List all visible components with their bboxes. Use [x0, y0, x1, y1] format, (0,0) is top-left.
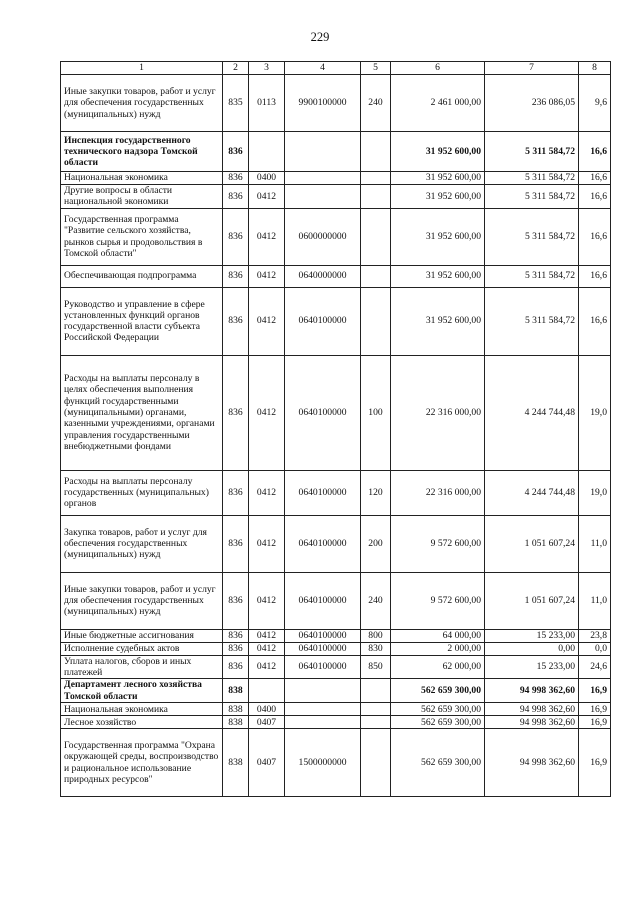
table-row	[61, 729, 611, 797]
row-percent: 23,8	[579, 629, 611, 642]
row-target: 0640100000	[285, 655, 361, 679]
row-fact: 15 233,00	[485, 655, 579, 679]
row-type	[361, 729, 391, 797]
row-percent: 11,0	[579, 515, 611, 572]
row-plan: 22 316 000,00	[391, 470, 485, 515]
row-fact: 5 311 584,72	[485, 287, 579, 355]
row-percent: 16,6	[579, 185, 611, 209]
row-section: 0412	[249, 208, 285, 265]
table-row	[61, 265, 611, 287]
row-percent: 16,6	[579, 132, 611, 172]
row-type: 200	[361, 515, 391, 572]
row-code: 836	[223, 355, 249, 470]
row-percent: 0,0	[579, 642, 611, 655]
column-header: 3	[249, 62, 285, 75]
row-target	[285, 703, 361, 716]
row-section: 0412	[249, 642, 285, 655]
row-plan: 31 952 600,00	[391, 172, 485, 185]
row-percent: 19,0	[579, 355, 611, 470]
row-plan: 562 659 300,00	[391, 679, 485, 703]
row-type: 240	[361, 75, 391, 132]
row-fact: 94 998 362,60	[485, 729, 579, 797]
row-plan: 31 952 600,00	[391, 208, 485, 265]
column-header: 5	[361, 62, 391, 75]
table-row	[61, 355, 611, 470]
row-fact: 15 233,00	[485, 629, 579, 642]
row-name: Национальная экономика	[61, 172, 223, 185]
table-row	[61, 172, 611, 185]
row-section	[249, 132, 285, 172]
row-code: 836	[223, 470, 249, 515]
row-name: Государственная программа "Развитие сельского хозяйства, рынков сырья и продовольствия в Томской области"	[61, 208, 223, 265]
row-type: 830	[361, 642, 391, 655]
table-row	[61, 470, 611, 515]
row-name: Расходы на выплаты персоналу в целях обеспечения выполнения функций государственными (муниципальными) органами, казенными учреждениями, органами управления государственными внебюджетными фондами	[61, 355, 223, 470]
row-name: Инспекция государственного технического надзора Томской области	[61, 132, 223, 172]
table-row	[61, 287, 611, 355]
row-target	[285, 716, 361, 729]
row-target: 0640100000	[285, 287, 361, 355]
row-percent: 16,9	[579, 703, 611, 716]
table-row	[61, 132, 611, 172]
row-target: 0640100000	[285, 629, 361, 642]
row-section: 0412	[249, 572, 285, 629]
table-row	[61, 679, 611, 703]
row-section: 0412	[249, 265, 285, 287]
row-target: 0640100000	[285, 355, 361, 470]
row-name: Расходы на выплаты персоналу государственных (муниципальных) органов	[61, 470, 223, 515]
row-plan: 31 952 600,00	[391, 287, 485, 355]
row-plan: 9 572 600,00	[391, 572, 485, 629]
table-row	[61, 572, 611, 629]
row-percent: 16,6	[579, 287, 611, 355]
row-code: 836	[223, 642, 249, 655]
row-percent: 11,0	[579, 572, 611, 629]
table-row	[61, 75, 611, 132]
column-header: 1	[61, 62, 223, 75]
row-section: 0400	[249, 172, 285, 185]
row-target	[285, 185, 361, 209]
row-plan: 31 952 600,00	[391, 265, 485, 287]
row-fact: 94 998 362,60	[485, 703, 579, 716]
row-plan: 562 659 300,00	[391, 703, 485, 716]
row-percent: 16,6	[579, 208, 611, 265]
row-percent: 24,6	[579, 655, 611, 679]
row-plan: 9 572 600,00	[391, 515, 485, 572]
column-header: 6	[391, 62, 485, 75]
row-type	[361, 132, 391, 172]
row-target: 0600000000	[285, 208, 361, 265]
row-section: 0113	[249, 75, 285, 132]
row-code: 835	[223, 75, 249, 132]
row-percent: 16,6	[579, 265, 611, 287]
row-section: 0407	[249, 716, 285, 729]
row-code: 838	[223, 703, 249, 716]
row-type: 240	[361, 572, 391, 629]
column-header: 4	[285, 62, 361, 75]
row-type: 120	[361, 470, 391, 515]
row-fact: 1 051 607,24	[485, 572, 579, 629]
row-section: 0412	[249, 287, 285, 355]
row-plan: 22 316 000,00	[391, 355, 485, 470]
row-section: 0412	[249, 355, 285, 470]
row-section: 0412	[249, 470, 285, 515]
table-row	[61, 642, 611, 655]
row-section: 0407	[249, 729, 285, 797]
row-target	[285, 172, 361, 185]
row-code: 836	[223, 208, 249, 265]
row-code: 836	[223, 185, 249, 209]
row-type	[361, 185, 391, 209]
row-section	[249, 679, 285, 703]
row-plan: 64 000,00	[391, 629, 485, 642]
row-target	[285, 132, 361, 172]
row-type	[361, 172, 391, 185]
row-type	[361, 287, 391, 355]
column-header: 8	[579, 62, 611, 75]
row-target: 0640100000	[285, 515, 361, 572]
row-percent: 16,9	[579, 716, 611, 729]
row-target	[285, 679, 361, 703]
row-name: Уплата налогов, сборов и иных платежей	[61, 655, 223, 679]
row-fact: 0,00	[485, 642, 579, 655]
row-plan: 2 461 000,00	[391, 75, 485, 132]
row-section: 0412	[249, 655, 285, 679]
page-number: 229	[310, 30, 330, 44]
row-target: 9900100000	[285, 75, 361, 132]
row-fact: 94 998 362,60	[485, 716, 579, 729]
row-name: Лесное хозяйство	[61, 716, 223, 729]
table-row	[61, 703, 611, 716]
row-percent: 16,9	[579, 679, 611, 703]
row-percent: 9,6	[579, 75, 611, 132]
row-fact: 94 998 362,60	[485, 679, 579, 703]
row-code: 836	[223, 287, 249, 355]
row-target: 0640100000	[285, 642, 361, 655]
row-code: 836	[223, 655, 249, 679]
row-name: Закупка товаров, работ и услуг для обеспечения государственных (муниципальных) нужд	[61, 515, 223, 572]
row-fact: 5 311 584,72	[485, 132, 579, 172]
row-code: 836	[223, 629, 249, 642]
budget-table	[60, 61, 611, 797]
row-fact: 5 311 584,72	[485, 185, 579, 209]
row-target: 0640100000	[285, 572, 361, 629]
row-fact: 236 086,05	[485, 75, 579, 132]
row-section: 0412	[249, 185, 285, 209]
row-name: Обеспечивающая подпрограмма	[61, 265, 223, 287]
header-row	[61, 62, 611, 75]
row-code: 836	[223, 172, 249, 185]
row-code: 838	[223, 729, 249, 797]
row-type: 100	[361, 355, 391, 470]
row-name: Иные закупки товаров, работ и услуг для обеспечения государственных (муниципальных) нужд	[61, 75, 223, 132]
column-header: 7	[485, 62, 579, 75]
table-row	[61, 629, 611, 642]
row-percent: 19,0	[579, 470, 611, 515]
row-name: Департамент лесного хозяйства Томской области	[61, 679, 223, 703]
row-code: 836	[223, 572, 249, 629]
row-name: Руководство и управление в сфере установленных функций органов государственной власти субъекта Российской Федерации	[61, 287, 223, 355]
row-fact: 4 244 744,48	[485, 470, 579, 515]
row-type: 850	[361, 655, 391, 679]
row-target: 1500000000	[285, 729, 361, 797]
row-code: 838	[223, 716, 249, 729]
row-percent: 16,9	[579, 729, 611, 797]
row-name: Национальная экономика	[61, 703, 223, 716]
row-target: 0640100000	[285, 470, 361, 515]
row-type	[361, 208, 391, 265]
row-type	[361, 679, 391, 703]
row-plan: 562 659 300,00	[391, 729, 485, 797]
row-type	[361, 265, 391, 287]
row-name: Исполнение судебных актов	[61, 642, 223, 655]
row-code: 836	[223, 265, 249, 287]
table-row	[61, 716, 611, 729]
row-fact: 1 051 607,24	[485, 515, 579, 572]
column-header: 2	[223, 62, 249, 75]
row-fact: 5 311 584,72	[485, 208, 579, 265]
row-fact: 5 311 584,72	[485, 172, 579, 185]
row-fact: 5 311 584,72	[485, 265, 579, 287]
row-plan: 2 000,00	[391, 642, 485, 655]
row-name: Другие вопросы в области национальной экономики	[61, 185, 223, 209]
row-code: 838	[223, 679, 249, 703]
row-target: 0640000000	[285, 265, 361, 287]
row-section: 0400	[249, 703, 285, 716]
row-name: Государственная программа "Охрана окружающей среды, воспроизводство и рациональное использование природных ресурсов"	[61, 729, 223, 797]
row-name: Иные закупки товаров, работ и услуг для обеспечения государственных (муниципальных) нужд	[61, 572, 223, 629]
table-row	[61, 655, 611, 679]
row-code: 836	[223, 515, 249, 572]
table-row	[61, 208, 611, 265]
row-percent: 16,6	[579, 172, 611, 185]
row-name: Иные бюджетные ассигнования	[61, 629, 223, 642]
row-fact: 4 244 744,48	[485, 355, 579, 470]
row-code: 836	[223, 132, 249, 172]
table-row	[61, 515, 611, 572]
row-plan: 562 659 300,00	[391, 716, 485, 729]
table-row	[61, 185, 611, 209]
row-plan: 62 000,00	[391, 655, 485, 679]
row-plan: 31 952 600,00	[391, 132, 485, 172]
row-type	[361, 716, 391, 729]
row-type	[361, 703, 391, 716]
row-section: 0412	[249, 515, 285, 572]
row-section: 0412	[249, 629, 285, 642]
row-plan: 31 952 600,00	[391, 185, 485, 209]
row-type: 800	[361, 629, 391, 642]
